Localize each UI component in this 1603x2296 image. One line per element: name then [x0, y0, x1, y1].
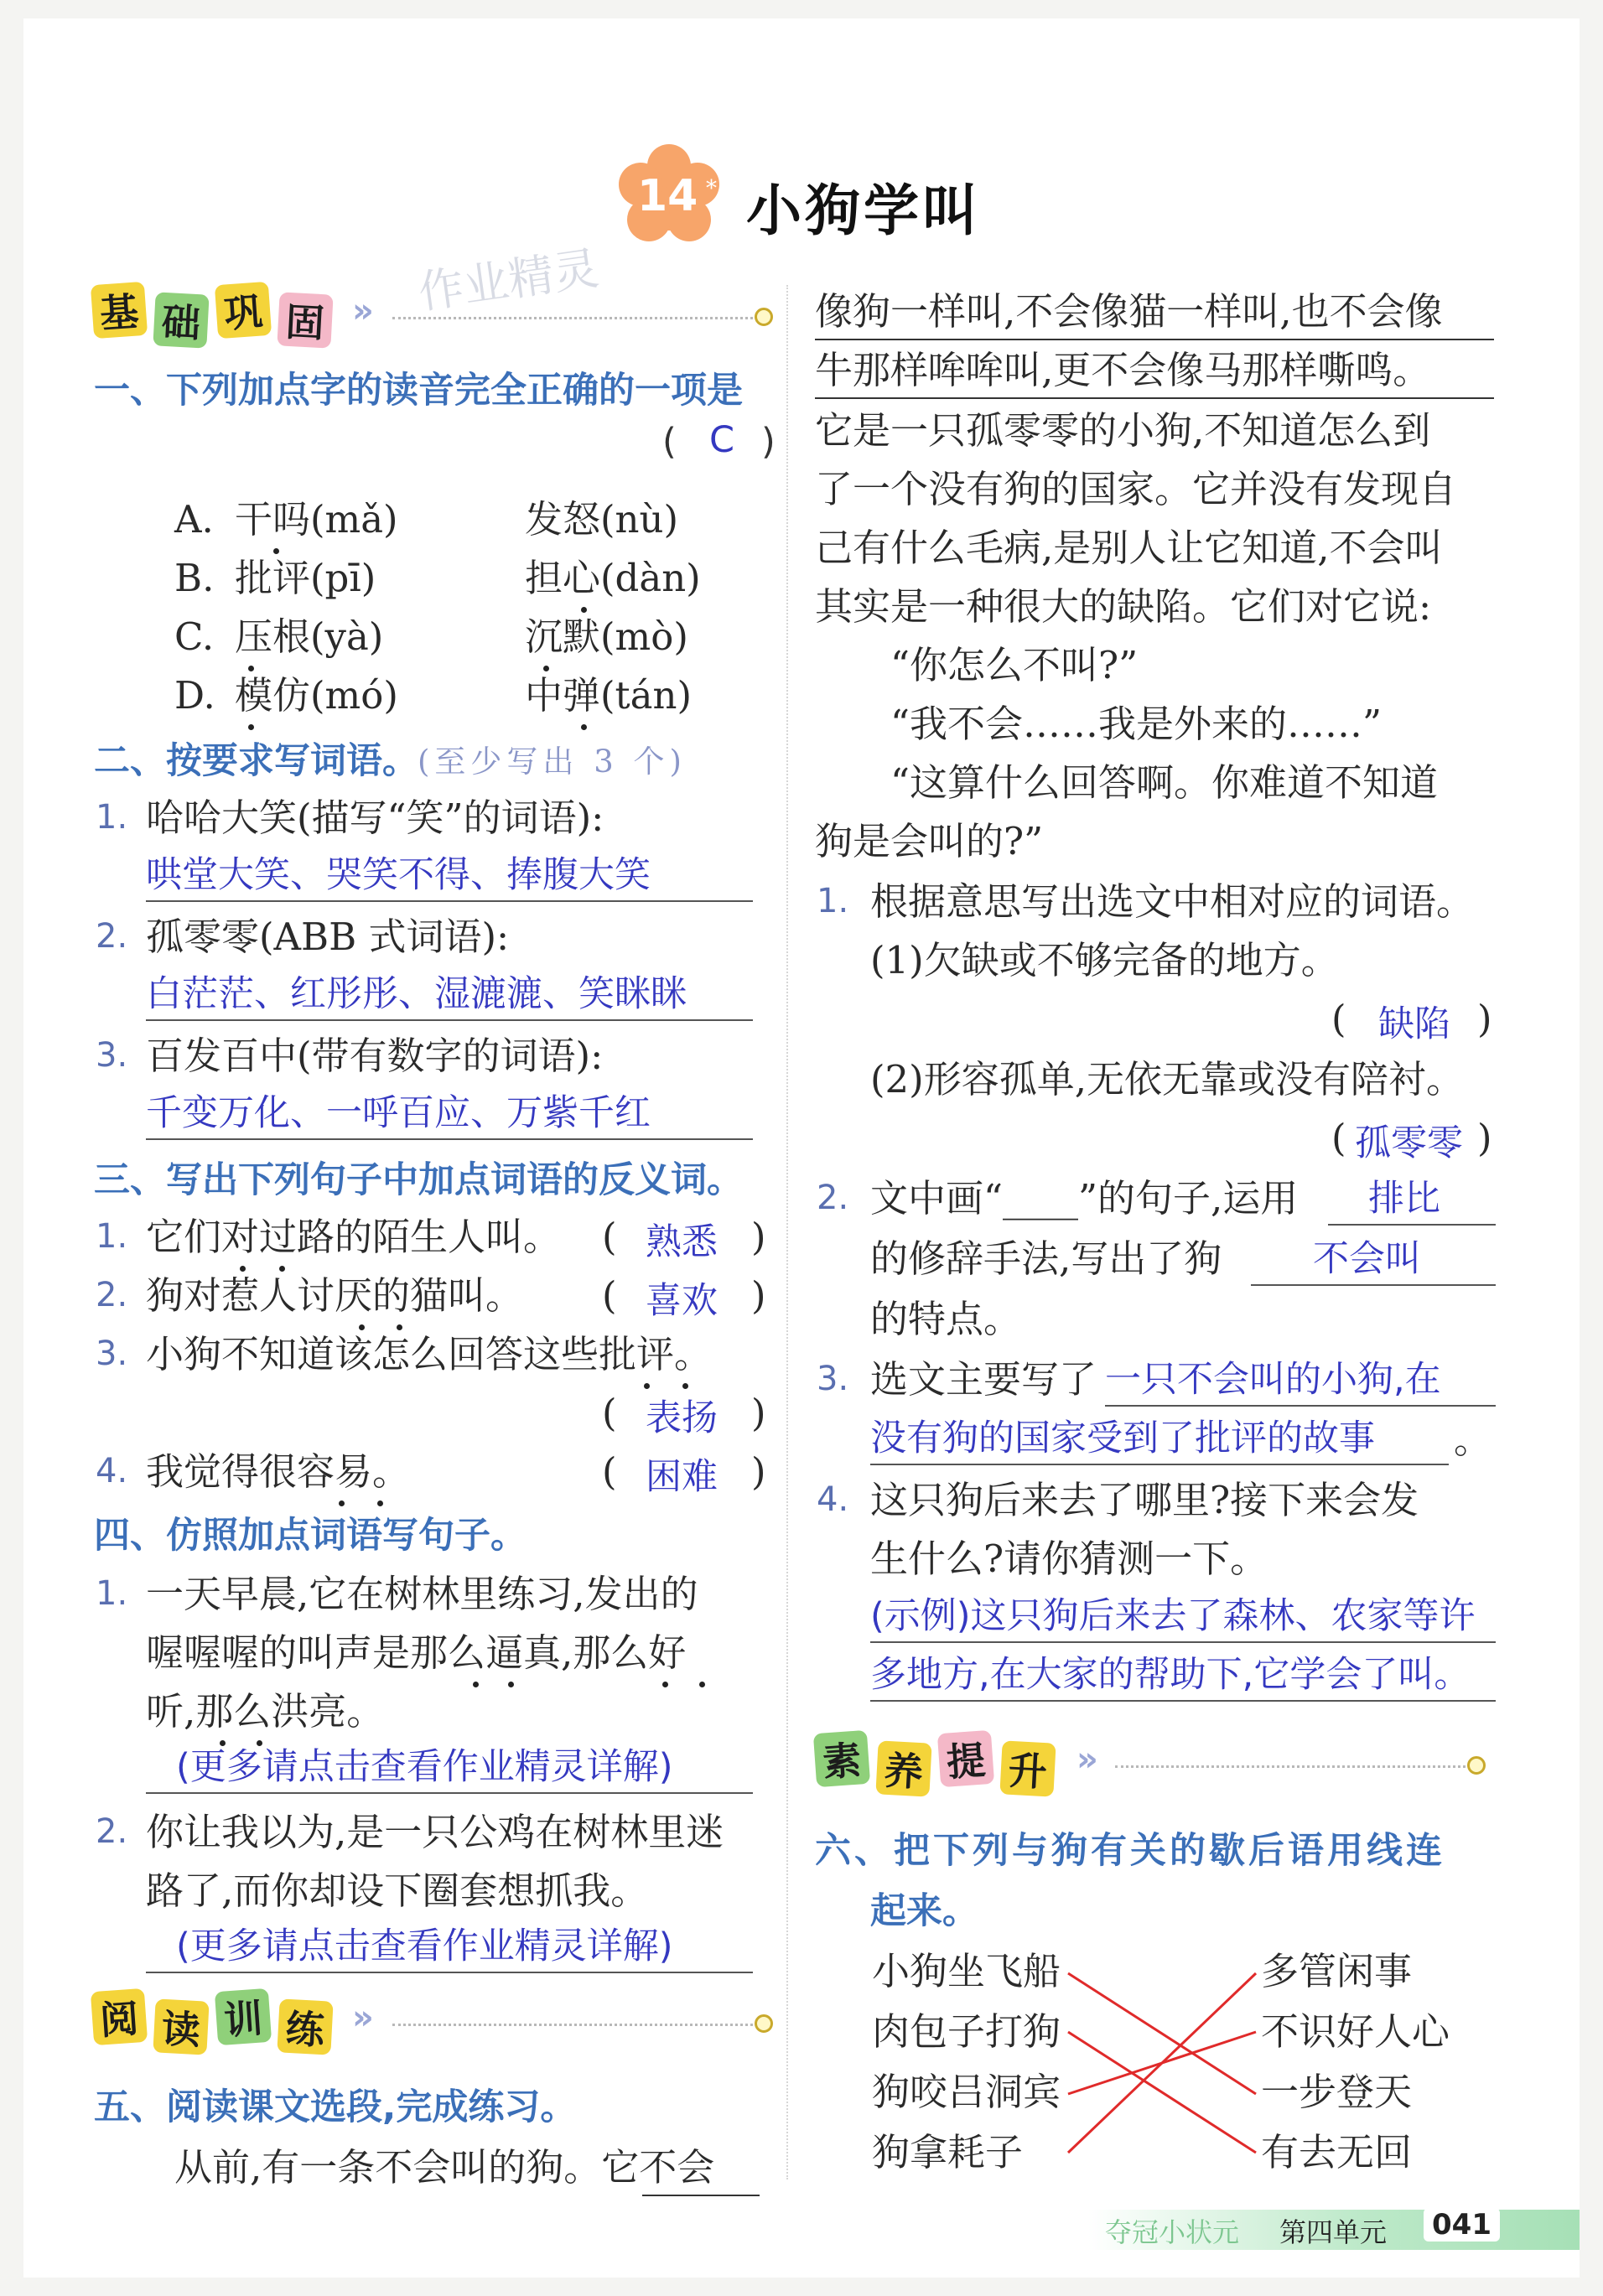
column-divider: [786, 285, 788, 2179]
section-char: 础: [153, 292, 209, 348]
q1-option-letter: B.: [174, 556, 215, 600]
q2-item-number: 2.: [96, 917, 128, 956]
q3-item-number: 4.: [96, 1452, 128, 1490]
q4-item-line: 你让我以为,是一只公鸡在树林里迷: [146, 1810, 724, 1854]
emphasis-dot: [644, 1383, 650, 1389]
q2-note: (至少写出 3 个): [418, 744, 687, 780]
q2-item-number: 1.: [96, 798, 128, 837]
emphasis-dot: [359, 1324, 365, 1330]
match-line: [1068, 1973, 1256, 2094]
footer-unit: 第四单元: [1279, 2216, 1388, 2248]
double-chevron-icon: »: [352, 292, 374, 330]
q5-passage-line: 其实是一种很大的缺陷。它们对它说:: [815, 584, 1432, 629]
q5-sub-part: (2)形容孤单,无依无靠或没有陪衬。: [870, 1057, 1465, 1101]
emphasis-dot: [508, 1682, 514, 1687]
q5-answer-line: [870, 1591, 1496, 1643]
q5-passage-line: 牛那样哞哞叫,更不会像马那样嘶鸣。: [815, 348, 1431, 392]
q5-passage-line: “我不会……我是外来的……”: [890, 702, 1383, 746]
q5-sub-text: 的修辞手法,写出了狗: [870, 1236, 1222, 1281]
q2-item-prompt: 百发百中(带有数字的词语):: [146, 1034, 604, 1078]
q3-item-number: 2.: [96, 1276, 128, 1314]
q2-answer-line: [146, 969, 753, 1021]
q3-answer: 困难: [646, 1456, 718, 1498]
q1-option-a: 压根(yà): [235, 614, 384, 659]
q6-right-item: 多管闲事: [1261, 1949, 1413, 1993]
q5-answer-line: [1328, 1174, 1496, 1226]
q5-answer-line: [870, 1650, 1496, 1702]
q2-item-number: 3.: [96, 1036, 128, 1075]
q1-option-letter: A.: [174, 497, 214, 542]
q6-right-item: 不识好人心: [1261, 2009, 1450, 2054]
q1-paren-open: (: [662, 421, 677, 463]
section-char: 基: [91, 282, 148, 339]
q6-left-item: 小狗坐飞船: [872, 1949, 1061, 1993]
emphasis-dot: [339, 1500, 345, 1506]
lesson-badge: [610, 143, 728, 251]
q3-answer: 喜欢: [646, 1280, 718, 1322]
q3-heading: 三、写出下列句子中加点词语的反义词。: [94, 1159, 743, 1201]
q3-paren-close: ): [751, 1391, 766, 1435]
q5-sub-text: 生什么?请你猜测一下。: [870, 1537, 1268, 1581]
q5-sub-answer: 缺陷: [1378, 1003, 1450, 1045]
q5-passage-start: 从前,有一条不会叫的狗。它不会: [174, 2145, 715, 2190]
lesson-title: 小狗学叫: [746, 178, 981, 243]
q1-option-a: 干吗(mǎ): [235, 497, 398, 542]
q5-sub-text: 的特点。: [870, 1297, 1022, 1341]
q5-sub-answer: 孤零零: [1355, 1122, 1463, 1164]
section-char: 读: [153, 1998, 209, 2055]
q5-sub-answer: 一只不会叫的小狗,在: [1105, 1359, 1441, 1401]
q4-heading: 四、仿照加点词语写句子。: [94, 1515, 527, 1557]
q5-sub-answer: 没有狗的国家受到了批评的故事: [870, 1418, 1375, 1459]
q2-answer: 哄堂大笑、哭笑不得、捧腹大笑: [146, 854, 651, 896]
q1-option-a: 批评(pī): [235, 556, 376, 600]
q5-passage-line: “这算什么回答啊。你难道不知道: [890, 760, 1439, 805]
section-improve-header: [815, 1732, 1055, 1796]
q5-passage-line: 己有什么毛病,是别人让它知道,不会叫: [815, 526, 1443, 570]
q2-item-prompt: 哈哈大笑(描写“笑”的词语):: [146, 796, 604, 840]
q2-answer-line: [146, 1088, 753, 1140]
q4-item-line: 听,那么洪亮。: [146, 1689, 385, 1734]
q5-sub-part: (1)欠缺或不够完备的地方。: [870, 938, 1339, 982]
divider: [392, 2024, 753, 2026]
paren-close: ): [1477, 997, 1492, 1041]
emphasis-dot: [397, 1324, 402, 1330]
passage-underline: [815, 397, 1494, 399]
section-char: 练: [277, 1998, 333, 2055]
passage-underline: [815, 339, 1494, 340]
emphasis-dot: [581, 724, 587, 730]
q1-option-b: 担心(dàn): [525, 556, 701, 600]
section-char: 巩: [215, 282, 272, 339]
q4-item-number: 1.: [96, 1574, 128, 1613]
q4-answer: (更多请点击查看作业精灵详解): [176, 1925, 673, 1967]
paren-close: ): [1477, 1116, 1492, 1160]
q3-paren-close: ): [751, 1273, 766, 1318]
q6-right-item: 一步登天: [1261, 2070, 1413, 2114]
q5-sub-number: 3.: [817, 1360, 849, 1398]
q5-sub-answer: 排比: [1368, 1178, 1440, 1220]
section-char: 养: [875, 1740, 931, 1796]
emphasis-dot: [581, 607, 587, 613]
circle-end-icon: [755, 308, 773, 326]
emphasis-dot: [248, 666, 254, 671]
q4-item-number: 2.: [96, 1812, 128, 1851]
q3-answer: 熟悉: [646, 1221, 718, 1263]
emphasis-dot: [279, 1266, 285, 1272]
q3-paren-open: (: [602, 1215, 617, 1259]
section-basics-header: [92, 283, 332, 347]
emphasis-dot: [220, 1740, 226, 1746]
emphasis-dot: [699, 1682, 705, 1687]
q3-answer: 表扬: [646, 1397, 718, 1439]
emphasis-dot: [662, 1682, 668, 1687]
q1-option-b: 中弹(tán): [525, 673, 693, 718]
q1-option-letter: D.: [174, 673, 215, 718]
q3-paren-open: (: [602, 1391, 617, 1435]
q5-passage-line: 它是一只孤零零的小狗,不知道怎么到: [815, 408, 1431, 453]
section-char: 升: [999, 1740, 1056, 1796]
passage-underline: [642, 2195, 760, 2196]
double-chevron-icon: »: [352, 1998, 374, 2037]
q5-sub-number: 4.: [817, 1480, 849, 1519]
q1-option-a: 模仿(mó): [235, 673, 398, 718]
q4-item-line: 路了,而你却设下圈套想抓我。: [146, 1868, 649, 1913]
paren-open: (: [1331, 1116, 1346, 1160]
emphasis-dot: [543, 666, 549, 671]
emphasis-dot: [473, 1682, 479, 1687]
emphasis-dot: [682, 1383, 688, 1389]
emphasis-dot: [377, 1500, 383, 1506]
footer-brand: 夺冠小状元: [1105, 2216, 1240, 2248]
q5-answer-line: [1105, 1355, 1496, 1407]
section-char: 素: [813, 1730, 870, 1787]
q6-left-item: 狗拿耗子: [872, 2130, 1024, 2174]
watermark-logo: [414, 232, 603, 321]
q3-item-number: 1.: [96, 1217, 128, 1256]
q5-passage-line: 了一个没有狗的国家。它并没有发现自: [815, 467, 1457, 511]
circle-end-icon: [755, 2014, 773, 2033]
paren-open: (: [1331, 997, 1346, 1041]
emphasis-dot: [273, 548, 279, 554]
q3-item-text: 我觉得很容易。: [146, 1449, 411, 1494]
section-char: 阅: [91, 1988, 148, 2045]
lesson-number: 14: [637, 171, 698, 221]
q5-sub-number: 1.: [817, 882, 849, 920]
divider: [392, 317, 753, 319]
q6-heading-cont: 起来。: [870, 1890, 978, 1932]
q5-sub-answer: 不会叫: [1313, 1238, 1421, 1280]
section-char: 提: [937, 1730, 994, 1787]
emphasis-dot: [240, 1266, 246, 1272]
emphasis-dot: [257, 1740, 262, 1746]
q4-item-line: 喔喔喔的叫声是那么逼真,那么好: [146, 1630, 687, 1675]
q5-sub-answer: 多地方,在大家的帮助下,它学会了叫。: [870, 1654, 1471, 1696]
q5-sub-number: 2.: [817, 1179, 849, 1217]
q2-heading: 二、按要求写词语。: [94, 740, 418, 782]
q3-paren-close: ): [751, 1449, 766, 1494]
q5-answer-line: [870, 1413, 1449, 1465]
q2-item-prompt: 孤零零(ABB 式词语):: [146, 915, 510, 959]
matching-lines: [1066, 1938, 1259, 2190]
workbook-page: [23, 18, 1580, 2278]
q3-paren-open: (: [602, 1449, 617, 1494]
q1-option-letter: C.: [174, 614, 215, 659]
q5-sub-text: 这只狗后来去了哪里?接下来会发: [870, 1478, 1419, 1522]
match-line: [1068, 2032, 1256, 2153]
q3-paren-open: (: [602, 1273, 617, 1318]
section-char: 训: [215, 1988, 272, 2045]
q4-answer: (更多请点击查看作业精灵详解): [176, 1746, 673, 1788]
q5-passage-line: 狗是会叫的?”: [815, 819, 1044, 863]
q1-paren-close: ): [761, 421, 776, 463]
q1-answer: C: [709, 419, 735, 461]
q5-sub-end: 。: [1454, 1418, 1492, 1462]
q6-left-item: 狗咬吕洞宾: [872, 2070, 1061, 2114]
q4-answer-line: [146, 1921, 753, 1973]
q3-item-number: 3.: [96, 1335, 128, 1373]
q6-right-item: 有去无回: [1261, 2130, 1413, 2174]
double-chevron-icon: »: [1076, 1740, 1098, 1779]
section-reading-header: [92, 1990, 332, 2054]
q5-heading: 五、阅读课文选段,完成练习。: [94, 2086, 577, 2128]
q5-sub-text: 根据意思写出选文中相对应的词语。: [870, 879, 1475, 924]
section-char: 固: [277, 292, 333, 348]
q3-item-text: 狗对惹人讨厌的猫叫。: [146, 1273, 524, 1318]
q5-sub-text: 文中画“____”的句子,运用: [870, 1176, 1299, 1221]
q5-sub-text: 选文主要写了: [870, 1357, 1097, 1402]
match-line: [1068, 1973, 1256, 2153]
q1-heading: 一、下列加点字的读音完全正确的一项是: [94, 370, 743, 412]
lesson-star-mark: *: [706, 176, 717, 201]
q5-passage-line: 像狗一样叫,不会像猫一样叫,也不会像: [815, 289, 1443, 334]
q4-item-line: 一天早晨,它在树林里练习,发出的: [146, 1572, 698, 1616]
q2-answer-line: [146, 850, 753, 902]
q1-option-b: 沉默(mò): [525, 614, 688, 659]
q5-sub-answer: (示例)这只狗后来去了森林、农家等许: [870, 1595, 1476, 1637]
circle-end-icon: [1467, 1756, 1486, 1775]
watermark-text: 作业精灵: [415, 241, 602, 319]
q2-answer: 千变万化、一呼百应、万紫千红: [146, 1092, 651, 1134]
q5-passage-line: “你怎么不叫?”: [890, 643, 1139, 687]
q3-paren-close: ): [751, 1215, 766, 1259]
q6-heading: 六、把下列与狗有关的歇后语用线连: [815, 1830, 1445, 1872]
divider: [1115, 1765, 1466, 1768]
q1-option-b: 发怒(nù): [525, 497, 679, 542]
q5-answer-line: [1251, 1234, 1496, 1286]
q3-item-text: 它们对过路的陌生人叫。: [146, 1215, 562, 1259]
q6-left-item: 肉包子打狗: [872, 2009, 1061, 2054]
q3-item-text: 小狗不知道该怎么回答这些批评。: [146, 1332, 713, 1376]
q2-answer: 白茫茫、红彤彤、湿漉漉、笑眯眯: [146, 973, 687, 1015]
page-number: 041: [1424, 2208, 1500, 2242]
emphasis-dot: [248, 724, 254, 730]
q4-answer-line: [146, 1742, 753, 1794]
